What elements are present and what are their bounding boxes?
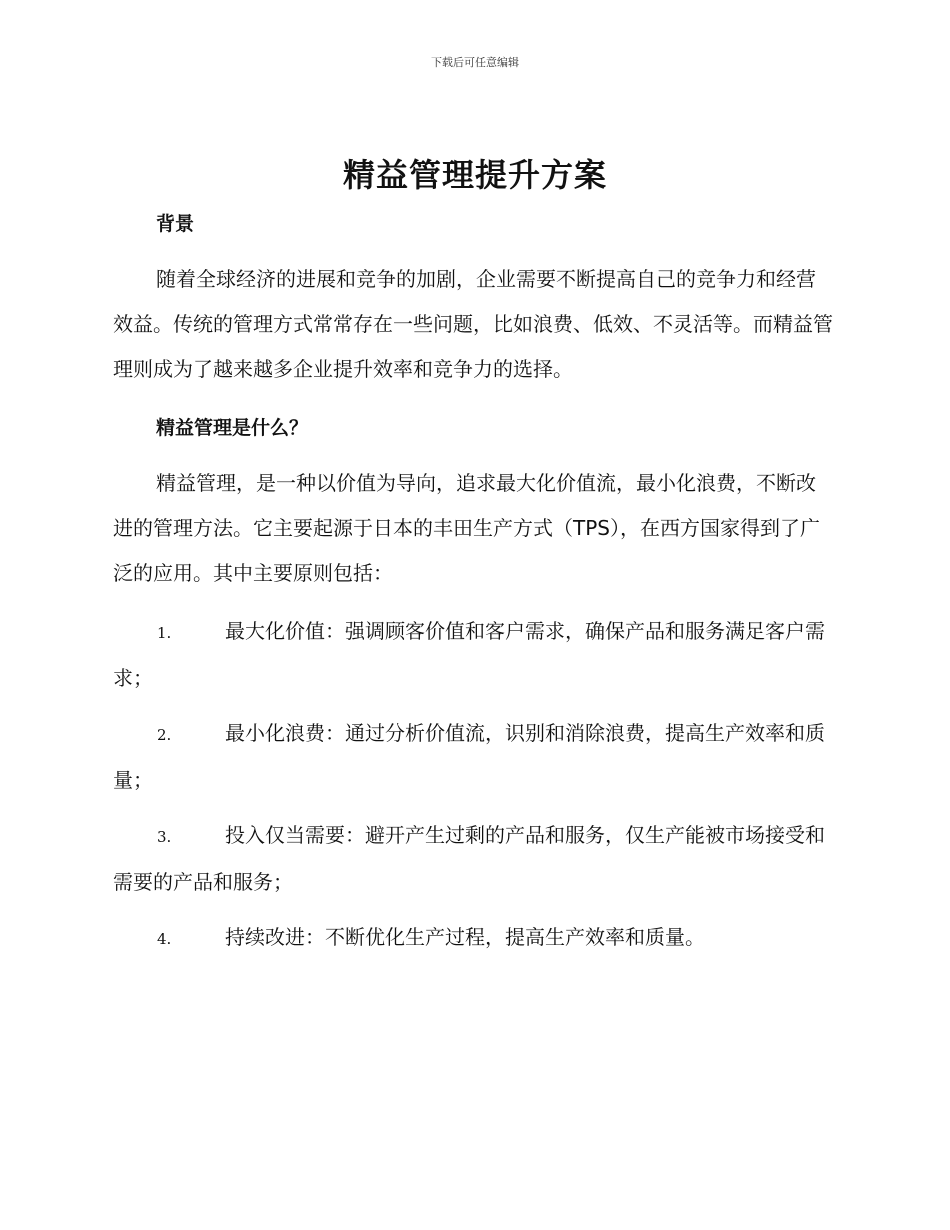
list-item-number: 2.	[157, 726, 172, 744]
background-paragraph: 随着全球经济的进展和竞争的加剧，企业需要不断提高自己的竞争力和经营效益。传统的管理方式常常存在一些问题，比如浪费、低效、不灵活等。而精益管理则成为了越来越多企业提升效率和竞争力的选择。	[113, 267, 833, 381]
header-note: 下载后可任意编辑	[431, 56, 519, 69]
list-item	[113, 711, 833, 803]
list-item-text: 最大化价值：强调顾客价值和客户需求，确保产品和服务满足客户需求；	[113, 619, 825, 690]
list-item-text: 最小化浪费：通过分析价值流，识别和消除浪费，提高生产效率和质量；	[113, 721, 825, 792]
list-item	[113, 813, 833, 905]
list-item-text: 持续改进：不断优化生产过程，提高生产效率和质量。	[225, 925, 705, 949]
section-heading-what-is-lean: 精益管理是什么？	[156, 417, 309, 439]
document-title: 精益管理提升方案	[342, 156, 607, 194]
section-heading-background: 背景	[156, 213, 195, 235]
list-item	[113, 915, 833, 962]
list-item-number: 4.	[157, 930, 172, 948]
list-item-number: 3.	[157, 828, 172, 846]
lean-definition-paragraph: 精益管理，是一种以价值为导向，追求最大化价值流，最小化浪费，不断改进的管理方法。它主要起源于日本的丰田生产方式（TPS），在西方国家得到了广泛的应用。其中主要原则包括：	[113, 471, 820, 585]
list-item-text: 投入仅当需要：避开产生过剩的产品和服务，仅生产能被市场接受和需要的产品和服务；	[113, 823, 825, 894]
list-item-number: 1.	[157, 624, 172, 642]
list-item	[113, 609, 833, 701]
